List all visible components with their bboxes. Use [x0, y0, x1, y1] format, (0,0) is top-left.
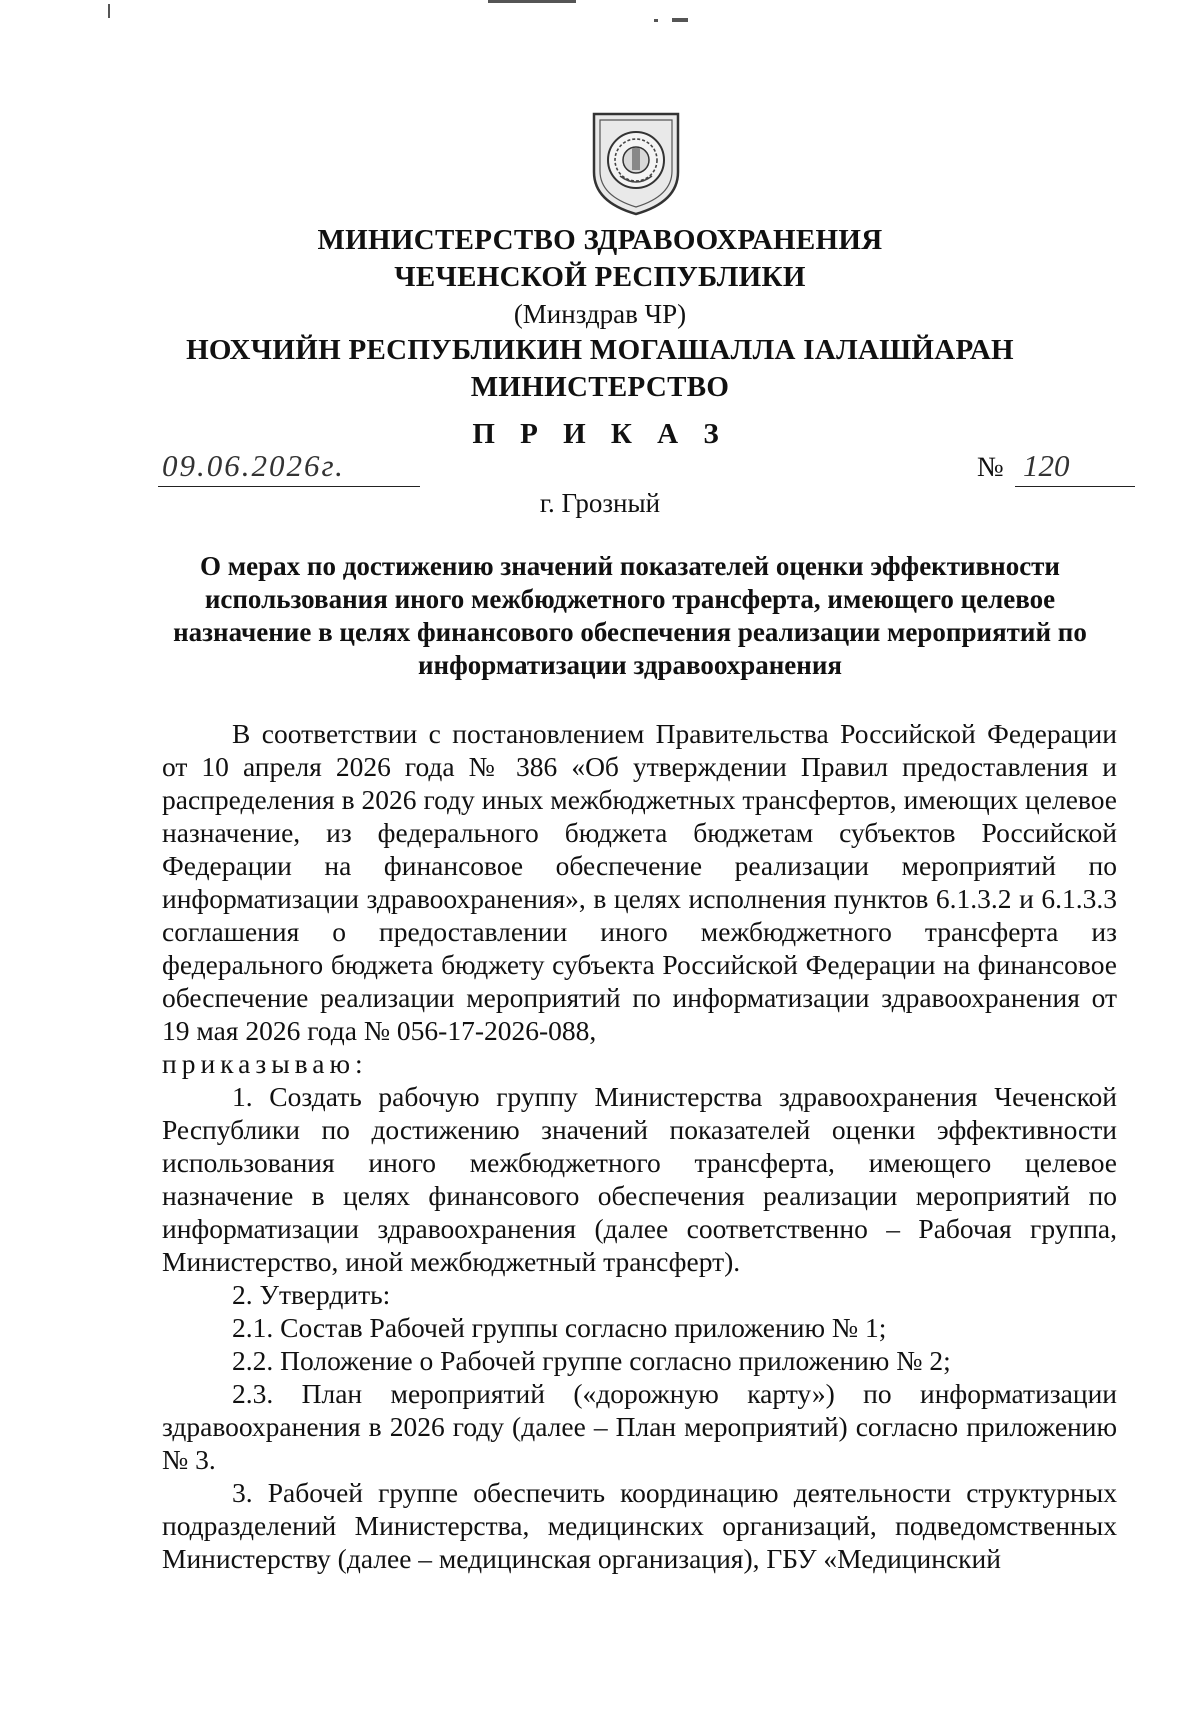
- scan-artifact: [488, 0, 576, 3]
- item-2-3-paragraph: 2.3. План мероприятий («дорожную карту») по информатизации здравоохранения в 2026 году (далее – План мероприятий) согласно приложению № 3.: [162, 1378, 1117, 1475]
- item-3-paragraph: 3. Рабочей группе обеспечить координацию деятельности структурных подразделений Министерства, медицинских организаций, подведомственных Министерству (далее – медицинская организация), ГБУ «Медицинский: [162, 1477, 1117, 1574]
- item-2-paragraph: 2. Утвердить:: [232, 1279, 391, 1310]
- ministry-name-line2: ЧЕЧЕНСКОЙ РЕСПУБЛИКИ: [394, 261, 806, 293]
- order-city: г. Грозный: [539, 488, 661, 518]
- ministry-header: [0, 222, 1200, 406]
- order-word-paragraph: приказываю:: [162, 1048, 368, 1079]
- item-2-2-paragraph: 2.2. Положение о Рабочей группе согласно приложению № 2;: [232, 1345, 951, 1376]
- scan-artifact: [672, 18, 688, 22]
- preamble-paragraph: В соответствии с постановлением Правительства Российской Федерации от 10 апреля 2026 года № 386 «Об утверждении Правил предоставления и распределения в 2026 году иных межбюджетных трансфертов, имеющих целевое назначение, из федерального бюджета бюджетам субъектов Российской Федерации на финансовое обеспечение реализации мероприятий по информатизации здравоохранения», в целях исполнения пунктов 6.1.3.2 и 6.1.3.3 соглашения о предоставлении иного межбюджетного трансферта из федерального бюджета бюджету субъекта Российской Федерации на финансовое обеспечение реализации мероприятий по информатизации здравоохранения от 19 мая 2026 года № 056-17-2026-088,: [162, 718, 1117, 1046]
- order-date-field: [158, 450, 420, 487]
- ministry-name-chechen-line1: НОХЧИЙН РЕСПУБЛИКИН МОГАШАЛЛА IАЛАШЙАРАН: [186, 334, 1014, 366]
- number-sign: №: [977, 452, 1004, 483]
- scan-artifact: [654, 19, 658, 22]
- order-number: 120: [1023, 448, 1070, 483]
- coat-of-arms-emblem: [590, 110, 682, 216]
- item-1-paragraph: 1. Создать рабочую группу Министерства здравоохранения Чеченской Республики по достижению значений показателей оценки эффективности использования иного межбюджетного трансферта, имеющего целевое назначение в целях финансового обеспечения реализации мероприятий по информатизации здравоохранения (далее соответственно – Рабочая группа, Министерство, иной межбюджетный трансферт).: [162, 1081, 1117, 1277]
- ministry-name-line1: МИНИСТЕРСТВО ЗДРАВООХРАНЕНИЯ: [317, 224, 883, 256]
- order-number-field: [977, 450, 1137, 486]
- order-subject-title: О мерах по достижению значений показателей оценки эффективности использования иного межбюджетного трансферта, имеющего целевое назначение в целях финансового обеспечения реализации мероприятий по информатизации здравоохранения: [173, 551, 1087, 680]
- order-body: [162, 717, 1117, 1575]
- order-title: П Р И К А З: [472, 418, 728, 450]
- order-date: 09.06.2026г.: [162, 448, 345, 483]
- scan-artifact: [108, 4, 110, 18]
- ministry-name-chechen-line2: МИНИСТЕРСТВО: [470, 371, 730, 403]
- ministry-short-name: (Минздрав ЧР): [513, 299, 687, 329]
- item-2-1-paragraph: 2.1. Состав Рабочей группы согласно приложению № 1;: [232, 1312, 887, 1343]
